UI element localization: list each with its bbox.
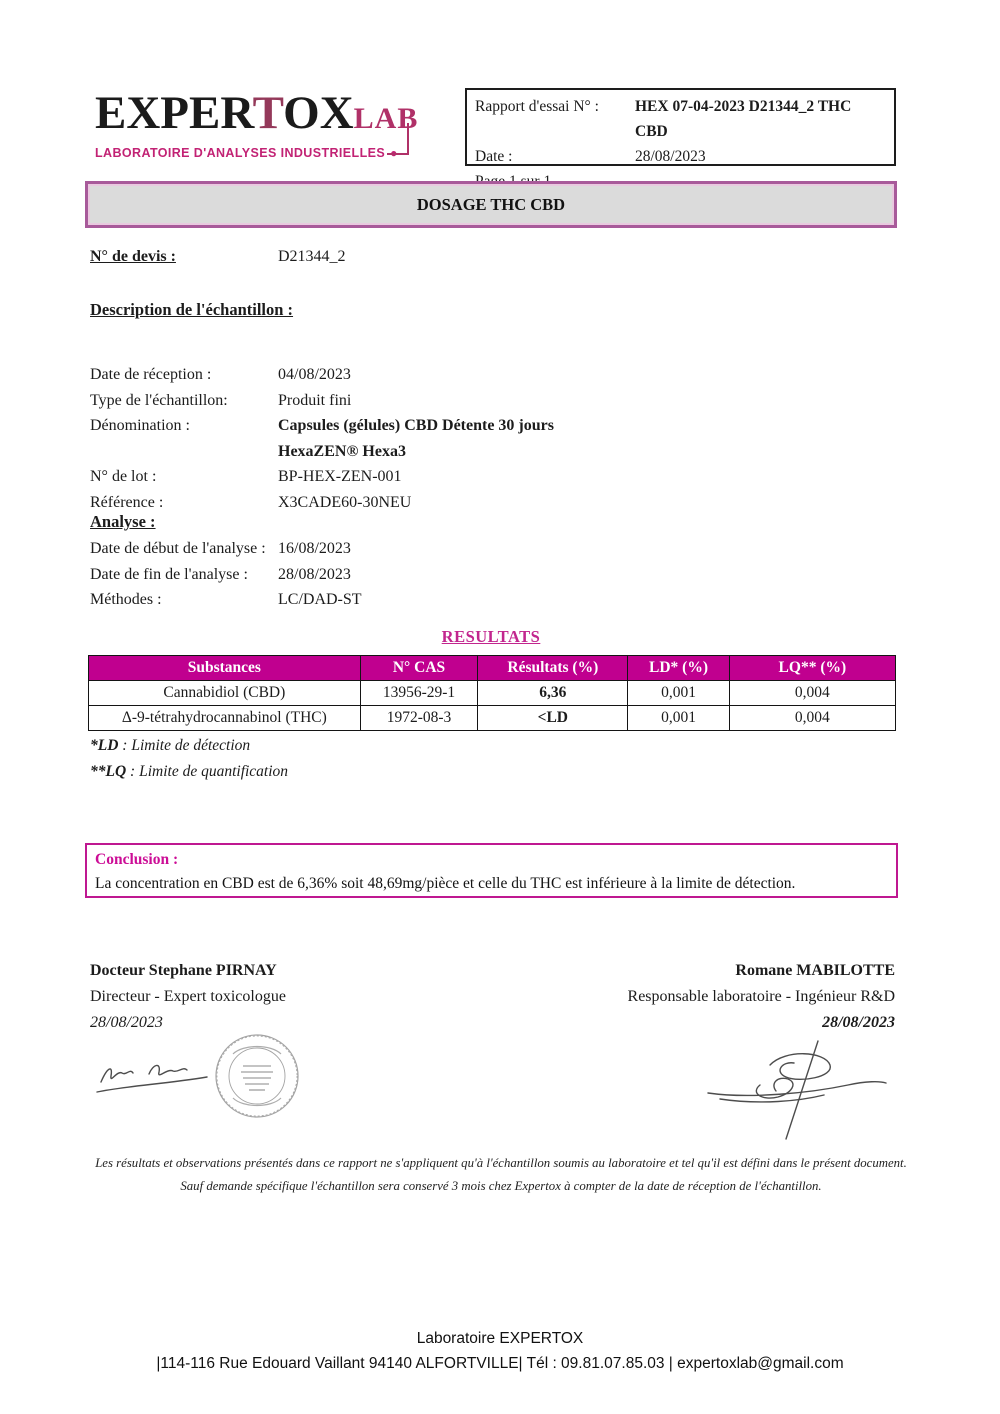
logo-text-lab: LAB [353, 102, 419, 135]
footnote-ld [90, 733, 288, 759]
document-title-banner: DOSAGE THC CBD [85, 181, 897, 228]
report-date-row [475, 144, 886, 169]
signer-title: Responsable laboratoire - Ingénieur R&D [627, 988, 895, 1005]
description-heading: Description de l'échantillon : [90, 300, 294, 319]
disclaimer-text: Les résultats et observations présentés dans ce rapport ne s'appliquent qu'à l'échantillon soumis au laboratoire et tel qu'il est défini dans le présent document. Sauf demande spécifique l'échantillon sera conservé 3 mois chez Expertox à compter de la date de réception de l'échantillon. [95, 1156, 907, 1193]
footnote-lq [90, 759, 288, 785]
footnote-term: *LD [90, 737, 119, 754]
sample-description-section [90, 300, 650, 515]
footnote-def: : Limite de quantification [126, 763, 289, 780]
table-row-thc [89, 706, 896, 731]
signer-block-left [90, 958, 420, 1036]
conclusion-label: Conclusion : [95, 851, 179, 868]
cell-substance: Δ-9-tétrahydrocannabinol (THC) [89, 706, 361, 731]
logo-text-exper: EXPER [95, 87, 253, 139]
conclusion-box [85, 843, 898, 898]
signature-left-icon [95, 1040, 215, 1102]
cell-cas: 13956-29-1 [360, 681, 478, 706]
field-label: N° de lot : [90, 468, 157, 485]
devis-value: D21344_2 [278, 248, 346, 265]
field-label: Date de début de l'analyse : [90, 540, 266, 557]
cell-result: 6,36 [478, 681, 628, 706]
column-header-result: Résultats (%) [478, 656, 628, 681]
signer-title: Directeur - Expert toxicologue [90, 988, 286, 1005]
report-date-label: Date : [475, 148, 513, 165]
expertox-logo [95, 87, 419, 160]
logo-wordmark [95, 87, 419, 144]
column-header-lq: LQ** (%) [729, 656, 895, 681]
cell-substance: Cannabidiol (CBD) [89, 681, 361, 706]
field-label: Référence : [90, 493, 164, 511]
signer-date: 28/08/2023 [90, 1014, 163, 1031]
field-row-analysis-end [90, 562, 650, 588]
field-row-denomination [90, 413, 650, 464]
logo-text-ox: OX [283, 87, 354, 139]
signer-name: Docteur Stephane PIRNAY [90, 962, 277, 979]
field-value: 16/08/2023 [278, 540, 351, 557]
footnote-term: **LQ [90, 763, 127, 780]
analysis-fields [90, 536, 650, 613]
field-value: BP-HEX-ZEN-001 [278, 468, 402, 485]
conclusion-text: La concentration en CBD est de 6,36% soit 48,69mg/pièce et celle du THC est inférieure à la limite de détection. [95, 875, 796, 892]
footnote-def: : Limite de détection [118, 737, 251, 754]
report-number-label: Rapport d'essai N° : [475, 98, 599, 115]
field-label: Date de réception : [90, 366, 212, 383]
stamp-seal-icon [213, 1032, 301, 1120]
report-info-box [465, 88, 896, 166]
logo-text-t: T [252, 87, 284, 139]
cell-ld: 0,001 [628, 681, 729, 706]
logo-tagline [95, 146, 405, 160]
cell-lq: 0,004 [729, 706, 895, 731]
table-header-row [89, 656, 896, 681]
cell-ld: 0,001 [628, 706, 729, 731]
cell-result: <LD [478, 706, 628, 731]
field-label: Type de l'échantillon: [90, 391, 228, 409]
analysis-section [90, 512, 650, 613]
field-label: Méthodes : [90, 591, 162, 608]
cell-cas: 1972-08-3 [360, 706, 478, 731]
report-number-value: HEX 07-04-2023 D21344_2 THC CBD [635, 98, 852, 140]
report-date-value: 28/08/2023 [635, 148, 706, 165]
column-header-cas: N° CAS [360, 656, 478, 681]
field-value: X3CADE60-30NEU [278, 493, 412, 511]
field-label: Dénomination : [90, 417, 190, 434]
field-value: Capsules (gélules) CBD Détente 30 jours HexaZEN® Hexa3 [278, 417, 554, 460]
field-row-lot-number [90, 464, 650, 490]
field-value: Produit fini [278, 391, 352, 409]
column-header-ld: LD* (%) [628, 656, 729, 681]
results-table [88, 655, 896, 731]
signer-block-right [565, 958, 895, 1036]
table-footnotes [90, 733, 288, 785]
devis-label: N° de devis : [90, 248, 176, 265]
table-row-cbd [89, 681, 896, 706]
column-header-substances: Substances [89, 656, 361, 681]
page-footer [0, 1326, 1000, 1376]
signature-right-icon [690, 1035, 900, 1145]
logo-tagline-text: LABORATOIRE D'ANALYSES INDUSTRIELLES [95, 146, 386, 160]
footer-contact-line: |114-116 Rue Edouard Vaillant 94140 ALFORTVILLE| Tél : 09.81.07.85.03 | expertoxlab@gmail.com [156, 1355, 844, 1372]
signer-date: 28/08/2023 [822, 1014, 895, 1031]
field-label: Date de fin de l'analyse : [90, 565, 248, 583]
signer-name: Romane MABILOTTE [735, 962, 895, 979]
field-row-reception-date [90, 362, 650, 388]
field-value: LC/DAD-ST [278, 591, 362, 608]
cell-lq: 0,004 [729, 681, 895, 706]
logo-connector-line [387, 123, 409, 155]
field-row-sample-type [90, 388, 650, 414]
logo-dot-icon: ● [390, 146, 398, 160]
footer-lab-name: Laboratoire EXPERTOX [416, 1330, 584, 1347]
field-value: 04/08/2023 [278, 366, 351, 383]
analysis-heading: Analyse : [90, 512, 156, 531]
field-row-methods [90, 587, 650, 613]
report-number-row [475, 94, 886, 144]
field-value: 28/08/2023 [278, 565, 351, 583]
description-fields [90, 362, 650, 515]
devis-row [90, 248, 346, 266]
field-row-analysis-start [90, 536, 650, 562]
results-heading: RESULTATS [441, 627, 541, 646]
